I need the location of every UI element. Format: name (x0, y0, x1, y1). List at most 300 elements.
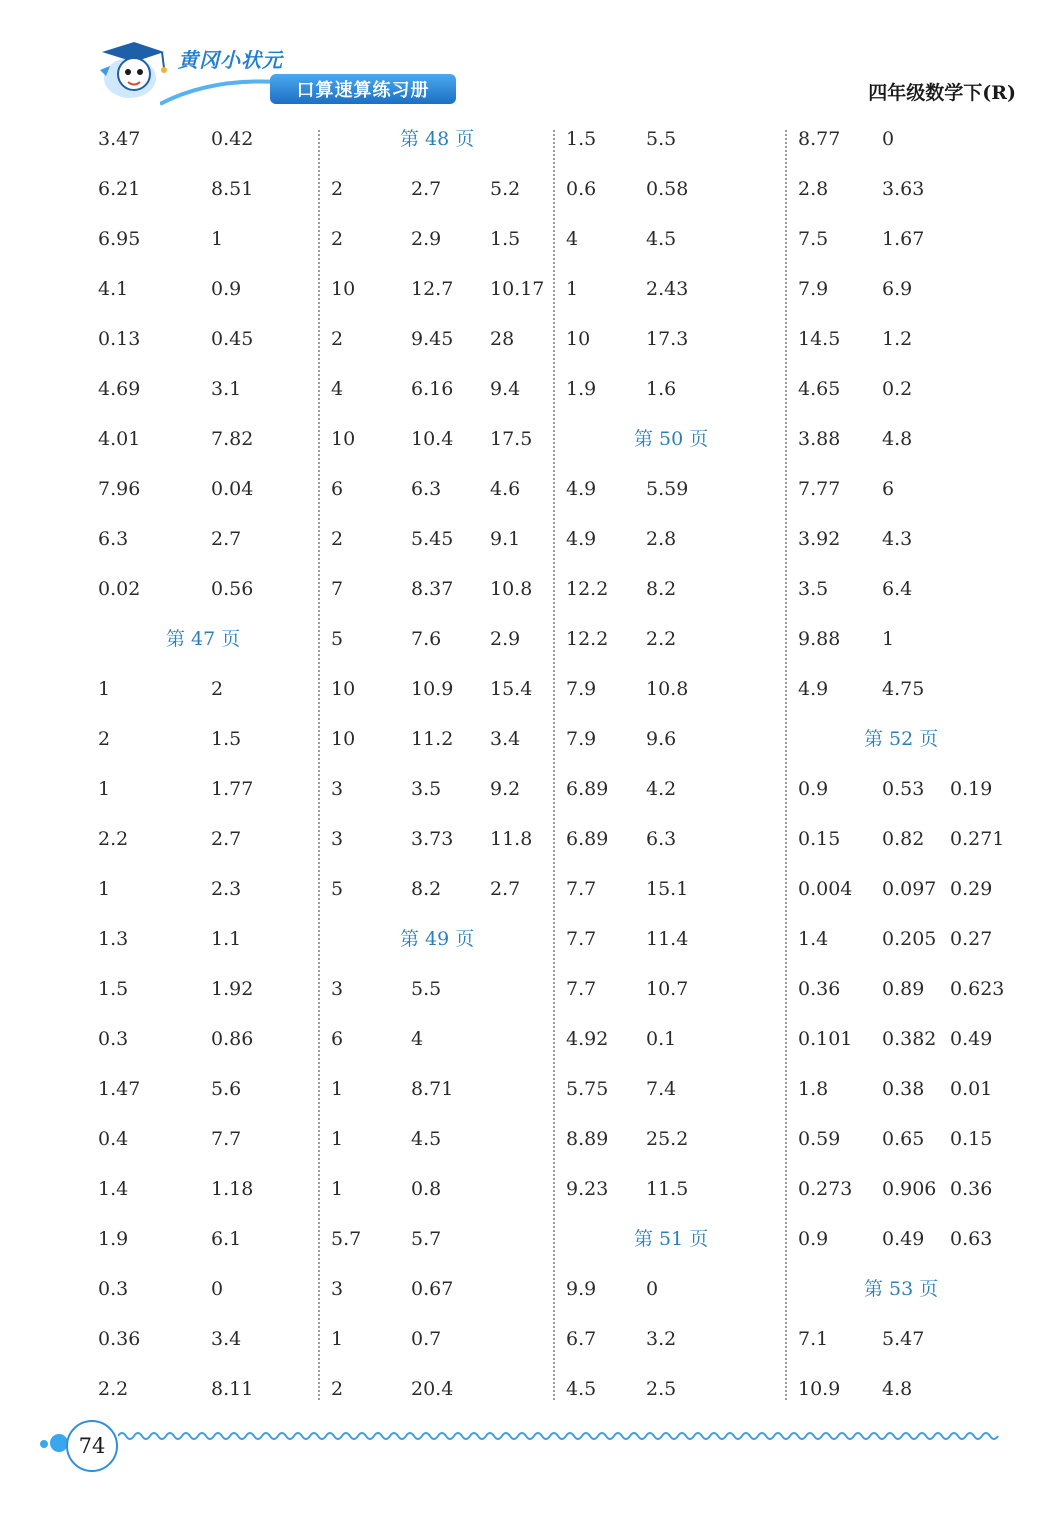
answer-value: 5.5 (646, 128, 677, 150)
answer-value: 6.95 (98, 227, 141, 250)
answer-row (566, 374, 786, 404)
answer-value: 7.7 (566, 977, 597, 1000)
answer-value: 0.004 (798, 877, 853, 900)
answer-value: 1.4 (798, 927, 829, 950)
answer-row (331, 524, 551, 554)
answer-value: 9.9 (566, 1277, 597, 1300)
answer-value: 28 (490, 327, 515, 350)
answer-value: 5.7 (411, 1227, 442, 1250)
answer-row (98, 374, 318, 404)
page-number: 74 (66, 1420, 118, 1472)
answer-value: 4.01 (98, 427, 141, 450)
answer-value: 25.2 (646, 1127, 689, 1150)
answer-row (566, 1274, 786, 1304)
answer-value: 0.27 (950, 927, 993, 950)
answer-value: 4.75 (882, 677, 925, 700)
answer-value: 0.89 (882, 977, 925, 1000)
answer-row (798, 624, 1018, 654)
answer-value: 8.89 (566, 1127, 609, 1150)
answer-value: 4.8 (882, 1377, 913, 1400)
answer-row (798, 874, 1018, 904)
answer-value: 0.271 (950, 827, 1005, 850)
answer-value: 2 (331, 327, 344, 350)
answer-row (798, 1024, 1018, 1054)
answer-value: 0.49 (950, 1027, 993, 1050)
answer-value: 0.04 (211, 477, 254, 500)
answer-value: 3.73 (411, 827, 454, 850)
answer-value: 5 (331, 627, 344, 650)
answer-value: 4.9 (798, 677, 829, 700)
answer-row (798, 574, 1018, 604)
answer-value: 4.9 (566, 527, 597, 550)
answer-value: 0.36 (98, 1327, 141, 1350)
answer-value: 0.02 (98, 577, 141, 600)
answer-value: 0.2 (882, 377, 913, 400)
answer-row (331, 174, 551, 204)
answer-value: 8.2 (646, 577, 677, 600)
answer-row (331, 374, 551, 404)
answer-value: 1.92 (211, 977, 254, 1000)
answer-row (798, 1224, 1018, 1254)
answer-row (566, 1374, 786, 1404)
answer-value: 7.7 (211, 1127, 242, 1150)
answer-value: 0.29 (950, 877, 993, 900)
answer-value: 9.2 (490, 777, 521, 800)
answer-value: 12.7 (411, 277, 454, 300)
answer-row (566, 574, 786, 604)
answer-row (98, 1024, 318, 1054)
answer-value: 0.1 (646, 1027, 677, 1050)
answer-value: 0.36 (950, 1177, 993, 1200)
answer-value: 7.7 (566, 927, 597, 950)
answer-value: 8.2 (411, 877, 442, 900)
page-header (0, 0, 1056, 125)
answer-value: 0.38 (882, 1077, 925, 1100)
answer-row (98, 1074, 318, 1104)
answer-value: 2.9 (490, 627, 521, 650)
answer-value: 0.273 (798, 1177, 853, 1200)
answer-row (98, 324, 318, 354)
answer-value: 1 (211, 227, 224, 250)
answer-row (566, 324, 786, 354)
answer-row (566, 1324, 786, 1354)
answer-value: 10 (331, 727, 356, 750)
answer-value: 9.88 (798, 627, 841, 650)
answer-row (331, 774, 551, 804)
answer-row (331, 1174, 551, 1204)
book-title-banner: 口算速算练习册 (270, 74, 456, 104)
answer-row (98, 274, 318, 304)
answer-value: 5.45 (411, 527, 454, 550)
answer-value: 1.5 (98, 977, 129, 1000)
answer-value: 7.1 (798, 1327, 829, 1350)
answer-row (331, 1324, 551, 1354)
answer-value: 17.3 (646, 327, 689, 350)
answer-value: 9.1 (490, 527, 521, 550)
answer-value: 8.11 (211, 1377, 254, 1400)
answer-row (798, 1374, 1018, 1404)
answer-value: 5.7 (331, 1227, 362, 1250)
answer-row (798, 924, 1018, 954)
answer-row (798, 424, 1018, 454)
answer-value: 7.5 (798, 227, 829, 250)
answer-value: 6.16 (411, 377, 454, 400)
answer-value: 12.2 (566, 627, 609, 650)
answer-value: 3.2 (646, 1327, 677, 1350)
answer-row (566, 974, 786, 1004)
answer-row (798, 1174, 1018, 1204)
answer-row (798, 674, 1018, 704)
page-section-heading: 第 48 页 (400, 128, 475, 150)
answer-value: 4.65 (798, 377, 841, 400)
answer-row (331, 624, 551, 654)
answer-row (566, 1074, 786, 1104)
answer-value: 1 (98, 677, 111, 700)
answer-value: 3 (331, 977, 344, 1000)
answer-value: 4.1 (98, 277, 129, 300)
answer-value: 0.63 (950, 1227, 993, 1250)
answer-value: 2.3 (211, 877, 242, 900)
answer-row (98, 874, 318, 904)
answer-row (566, 274, 786, 304)
answer-value: 6.9 (882, 277, 913, 300)
answer-value: 1.5 (566, 128, 597, 150)
answer-value: 7.9 (566, 727, 597, 750)
answer-value: 9.45 (411, 327, 454, 350)
answer-value: 10.17 (490, 277, 545, 300)
answer-row (798, 1324, 1018, 1354)
answer-row (98, 174, 318, 204)
answer-value: 1.47 (98, 1077, 141, 1100)
answer-row (98, 424, 318, 454)
answer-row (798, 1124, 1018, 1154)
answer-value: 3 (331, 827, 344, 850)
answer-value: 8.37 (411, 577, 454, 600)
answer-value: 2.7 (490, 877, 521, 900)
answer-value: 1 (566, 277, 579, 300)
answer-row (98, 1124, 318, 1154)
answer-value: 3 (331, 1277, 344, 1300)
page-section-heading: 第 52 页 (864, 727, 939, 750)
answer-value: 1 (882, 627, 895, 650)
answer-value: 7.96 (98, 477, 141, 500)
answer-value: 10.8 (646, 677, 689, 700)
answer-row (98, 1374, 318, 1404)
answer-value: 0.58 (646, 177, 689, 200)
answer-row (98, 524, 318, 554)
answer-row (798, 1074, 1018, 1104)
answer-value: 2 (98, 727, 111, 750)
answer-row (566, 1174, 786, 1204)
answer-row (331, 724, 551, 754)
answer-value: 2.43 (646, 277, 689, 300)
answer-row (331, 874, 551, 904)
answer-value: 1.2 (882, 327, 913, 350)
answer-value: 0.15 (950, 1127, 993, 1150)
answer-row (566, 524, 786, 554)
answer-value: 4.5 (566, 1377, 597, 1400)
answer-row (98, 974, 318, 1004)
answer-value: 6.1 (211, 1227, 242, 1250)
answer-value: 1 (98, 877, 111, 900)
answer-row (798, 124, 1018, 154)
answer-value: 8.77 (798, 128, 841, 150)
answer-value: 15.4 (490, 677, 533, 700)
answer-value: 8.71 (411, 1077, 454, 1100)
answer-value: 7.6 (411, 627, 442, 650)
answer-value: 0.382 (882, 1027, 937, 1050)
answer-value: 20.4 (411, 1377, 454, 1400)
answer-value: 2.8 (798, 177, 829, 200)
answer-row (331, 1074, 551, 1104)
answer-value: 4 (331, 377, 344, 400)
answer-row (798, 524, 1018, 554)
answer-value: 2.7 (211, 827, 242, 850)
answer-value: 1.5 (490, 227, 521, 250)
column-divider (785, 130, 787, 1400)
answer-value: 0.906 (882, 1177, 937, 1200)
answer-value: 6.3 (646, 827, 677, 850)
answer-value: 2 (331, 1377, 344, 1400)
answer-value: 9.6 (646, 727, 677, 750)
answer-value: 0.623 (950, 977, 1005, 1000)
answer-value: 2 (331, 227, 344, 250)
answer-value: 1 (331, 1127, 344, 1150)
answer-row (331, 1374, 551, 1404)
answer-value: 10 (566, 327, 591, 350)
answer-row (98, 224, 318, 254)
answer-row (798, 324, 1018, 354)
answer-value: 0 (211, 1277, 224, 1300)
answer-value: 3.92 (798, 527, 841, 550)
answer-value: 1.8 (798, 1077, 829, 1100)
answer-value: 1 (331, 1327, 344, 1350)
answer-value: 3.63 (882, 177, 925, 200)
answer-value: 3.4 (211, 1327, 242, 1350)
answer-value: 10.7 (646, 977, 689, 1000)
answer-row (566, 724, 786, 754)
answer-value: 3.88 (798, 427, 841, 450)
answer-row (331, 474, 551, 504)
answer-value: 6.89 (566, 827, 609, 850)
page-section-heading: 第 53 页 (864, 1277, 939, 1300)
answer-value: 6 (331, 477, 344, 500)
answer-row (331, 324, 551, 354)
answer-value: 4 (566, 227, 579, 250)
answer-value: 0.3 (98, 1277, 129, 1300)
answer-value: 6 (882, 477, 895, 500)
answer-value: 0.8 (411, 1177, 442, 1200)
answer-value: 10 (331, 277, 356, 300)
answer-value: 5.75 (566, 1077, 609, 1100)
answer-value: 5 (331, 877, 344, 900)
answer-value: 12.2 (566, 577, 609, 600)
answer-value: 11.2 (411, 727, 454, 750)
answer-value: 4.69 (98, 377, 141, 400)
answer-value: 14.5 (798, 327, 841, 350)
answer-value: 10.9 (411, 677, 454, 700)
answer-value: 4 (411, 1027, 424, 1050)
answer-value: 15.1 (646, 877, 689, 900)
answer-row (798, 774, 1018, 804)
answer-value: 7.77 (798, 477, 841, 500)
answer-value: 9.4 (490, 377, 521, 400)
answer-value: 11.4 (646, 927, 689, 950)
answer-row (566, 874, 786, 904)
answer-value: 5.47 (882, 1327, 925, 1350)
answer-value: 5.6 (211, 1077, 242, 1100)
answer-value: 0.59 (798, 1127, 841, 1150)
answer-value: 3.4 (490, 727, 521, 750)
answer-value: 0.9 (798, 1227, 829, 1250)
answer-value: 2.5 (646, 1377, 677, 1400)
answer-value: 0.01 (950, 1077, 993, 1100)
answer-value: 7.4 (646, 1077, 677, 1100)
answer-value: 0.86 (211, 1027, 254, 1050)
answer-value: 0.45 (211, 327, 254, 350)
answer-value: 1.4 (98, 1177, 129, 1200)
answer-value: 3.47 (98, 128, 141, 150)
page-section-heading: 第 49 页 (400, 927, 475, 950)
answer-row (331, 224, 551, 254)
answer-row (566, 474, 786, 504)
answer-value: 7.9 (566, 677, 597, 700)
answer-value: 3.5 (411, 777, 442, 800)
answer-row (331, 424, 551, 454)
answer-value: 10 (331, 677, 356, 700)
answer-value: 0.67 (411, 1277, 454, 1300)
answer-value: 4.2 (646, 777, 677, 800)
answer-value: 0.49 (882, 1227, 925, 1250)
answer-row (566, 624, 786, 654)
answer-row (98, 674, 318, 704)
answer-value: 7.7 (566, 877, 597, 900)
answer-value: 10.8 (490, 577, 533, 600)
answer-row (98, 924, 318, 954)
answer-row (331, 1224, 551, 1254)
answer-value: 0.42 (211, 128, 254, 150)
answer-row (566, 924, 786, 954)
answer-value: 4.8 (882, 427, 913, 450)
answer-value: 1.1 (211, 927, 242, 950)
answer-value: 0.19 (950, 777, 993, 800)
answer-value: 1.3 (98, 927, 129, 950)
answer-value: 0.36 (798, 977, 841, 1000)
answer-row (98, 1274, 318, 1304)
answer-value: 11.5 (646, 1177, 689, 1200)
answer-row (798, 224, 1018, 254)
answer-value: 6.3 (411, 477, 442, 500)
answer-row (798, 274, 1018, 304)
answer-value: 1.18 (211, 1177, 254, 1200)
answer-value: 4.5 (646, 227, 677, 250)
answer-row (566, 1124, 786, 1154)
answer-row (98, 774, 318, 804)
answer-value: 1.6 (646, 377, 677, 400)
answer-value: 1 (98, 777, 111, 800)
answer-row (331, 674, 551, 704)
answer-row (331, 1024, 551, 1054)
answer-value: 0.101 (798, 1027, 853, 1050)
answer-value: 6.89 (566, 777, 609, 800)
answer-value: 0.13 (98, 327, 141, 350)
answer-row (98, 474, 318, 504)
answer-value: 5.2 (490, 177, 521, 200)
answer-value: 0.7 (411, 1327, 442, 1350)
answer-value: 1.9 (98, 1227, 129, 1250)
answer-value: 2.2 (646, 627, 677, 650)
answer-value: 2.7 (211, 527, 242, 550)
answer-value: 6.3 (98, 527, 129, 550)
page-section-heading: 第 51 页 (634, 1227, 709, 1250)
answer-value: 0.3 (98, 1027, 129, 1050)
answer-value: 1.67 (882, 227, 925, 250)
answer-value: 0.6 (566, 177, 597, 200)
answer-value: 0 (646, 1277, 659, 1300)
answer-value: 3.1 (211, 377, 242, 400)
answer-value: 7 (331, 577, 344, 600)
answer-value: 0.15 (798, 827, 841, 850)
answer-row (98, 724, 318, 754)
answer-value: 6.21 (98, 177, 141, 200)
answer-value: 4.9 (566, 477, 597, 500)
answer-value: 2.8 (646, 527, 677, 550)
answer-value: 6 (331, 1027, 344, 1050)
answer-value: 1.77 (211, 777, 254, 800)
answer-row (331, 1124, 551, 1154)
answer-row (566, 674, 786, 704)
answer-value: 10 (331, 427, 356, 450)
answer-row (98, 1324, 318, 1354)
answer-row (331, 274, 551, 304)
answer-row (98, 824, 318, 854)
answer-value: 7.9 (798, 277, 829, 300)
answer-row (798, 974, 1018, 1004)
answer-row (98, 574, 318, 604)
answer-row (798, 174, 1018, 204)
answer-row (798, 474, 1018, 504)
answer-value: 9.23 (566, 1177, 609, 1200)
answer-row (98, 1224, 318, 1254)
answer-value: 2 (331, 177, 344, 200)
answer-row (98, 124, 318, 154)
answer-value: 0.9 (798, 777, 829, 800)
answer-value: 4.92 (566, 1027, 609, 1050)
answer-row (331, 974, 551, 1004)
answer-value: 0.4 (98, 1127, 129, 1150)
answer-value: 5.5 (411, 977, 442, 1000)
answer-value: 10.4 (411, 427, 454, 450)
answer-row (331, 574, 551, 604)
answer-row (798, 824, 1018, 854)
answer-row (566, 824, 786, 854)
answer-value: 1.5 (211, 727, 242, 750)
answer-value: 4.6 (490, 477, 521, 500)
answer-value: 1 (331, 1077, 344, 1100)
answer-value: 0 (882, 128, 895, 150)
answer-value: 1 (331, 1177, 344, 1200)
answer-value: 3.5 (798, 577, 829, 600)
answer-value: 2 (211, 677, 224, 700)
brand-name: 黄冈小状元 (178, 48, 283, 72)
page-section-heading: 第 47 页 (166, 627, 241, 650)
answer-value: 2.9 (411, 227, 442, 250)
column-divider (318, 130, 320, 1400)
swoosh-decoration-icon (160, 70, 280, 110)
answer-row (98, 1174, 318, 1204)
answer-value: 2 (331, 527, 344, 550)
answer-value: 11.8 (490, 827, 533, 850)
